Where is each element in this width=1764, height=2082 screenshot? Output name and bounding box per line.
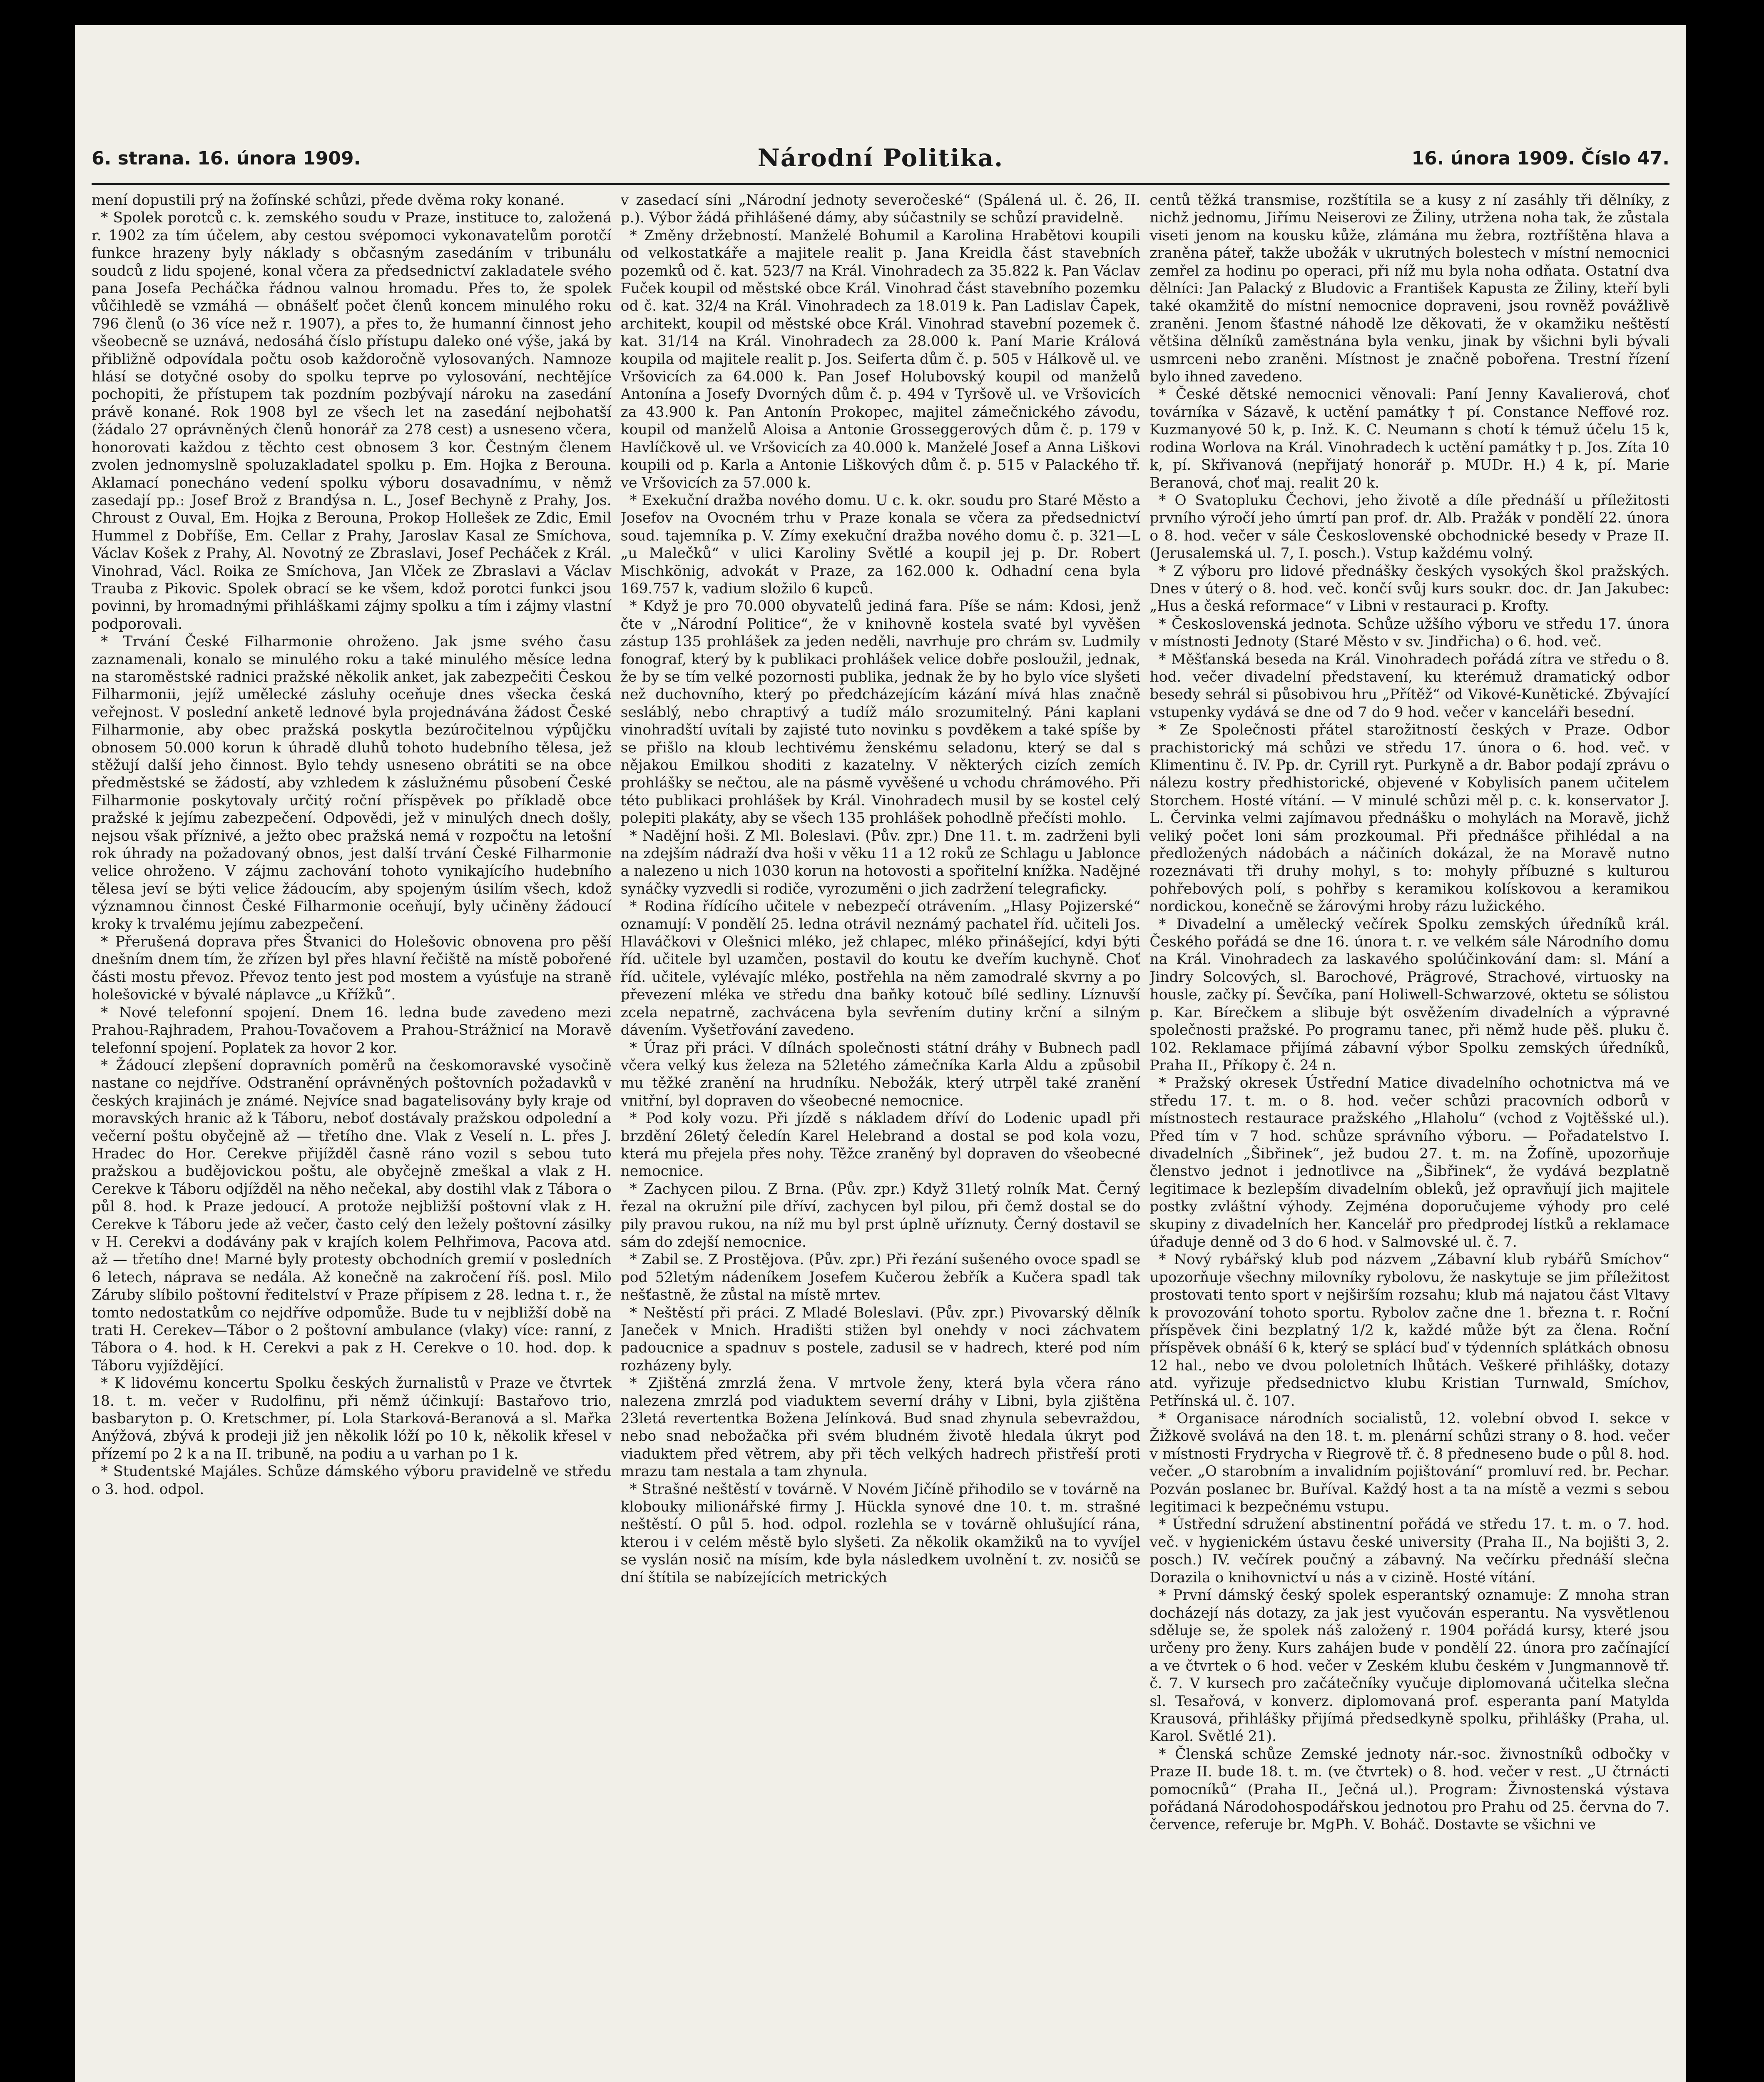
article-paragraph: * Spolek porotců c. k. zemského soudu v Praze, instituce to, založená r. 1902 za tím účelem, aby cestou svépomoci vykonavatelům porotčí funkce hrazeny byly náklady s občasným zasedáním v tribunálu soudců z lidu spojené, konal včera za předsednictví zakladatele svého pana Josefa Pecháčka řádnou valnou hromadu. Přes to, že spolek vůčihledě se vzmáhá — obnášelť počet členů koncem minulého roku 796 členů (o 36 více než r. 1907), a přes to, že humanní činnost jeho všeobecně se uznává, nedosáhá číslo přístupu daleko oné výše, jaká by přibližně odpovídala počtu osob každoročně vylosovaných. Namnoze hlásí se dotyčné osoby do spolku teprve po vylosování, nechtějíce pochopiti, že přístupem tak pozdním pozbývají nároku na zasedání právě konané. Rok 1908 byl ze všech let na zasedání nejbohatší (žádalo 27 oprávněných členů honorář za 278 cest) a usneseno včera, honorovati každou z těchto cest obnosem 3 kor. Čestným členem zvolen jednomyslně spoluzakladatel spolku p. Em. Hojka z Berouna. Aklamací ponecháno vedení spolku výboru dosavadnímu, v němž zasedají pp.: Josef Brož z Brandýsa n. L., Josef Bechyně z Prahy, Jos. Chroust z Ouval, Em. Hojka z Berouna, Prokop Hollešek ze Zdic, Emil Hummel z Dobříše, Em. Cellar z Prahy, Jaroslav Kasal ze Smíchova, Václav Košek z Prahy, Al. Novotný ze Zbraslavi, Josef Pecháček z Král. Vinohrad, Václ. Roika ze Smíchova, Jan Vlček ze Zbraslavi a Václav Trauba z Pikovic. Spolek obrací se ke všem, kdož porotci funkci jsou povinni, by hromadnými přihláškami zájmy spolku a tím i zájmy vlastní podporovali. bbox=[92, 209, 612, 633]
article-paragraph: * Zachycen pilou. Z Brna. (Pův. zpr.) Když 31letý rolník Mat. Černý řezal na okružní pile dříví, zachycen byl pilou, při čemž dostal se do pily pravou rukou, na níž mu byl prst úplně uříznuty. Černý dostavil se sám do zdejší nemocnice. bbox=[620, 1180, 1141, 1250]
article-paragraph: * Přerušená doprava přes Štvanici do Holešovic obnovena pro pěší dnešním dnem tím, že zřízen byl přes hlavní řečiště na místě pobořené části mostu převoz. Převoz tento jest pod mostem a vyúsťuje na straně holešovické v bývalé náplavce „u Křížků“. bbox=[92, 934, 612, 1004]
article-paragraph: * Studentské Majáles. Schůze dámského výboru pravidelně ve středu o 3. hod. odpol. bbox=[92, 1463, 612, 1498]
page-number-date: 6. strana. 16. února 1909. bbox=[92, 148, 361, 169]
article-paragraph: * K lidovému koncertu Spolku českých žurnalistů v Praze ve čtvrtek 18. t. m. večer v Rudolfinu, při němž účinkují: Bastařovo trio, basbaryton p. O. Kretschmer, pí. Lola Starková-Beranová a sl. Mařka Anýžová, zbývá k prodeji již jen několik lóží po 10 k, několik křesel v přízemí po 2 k a na II. tribuně, na podiu a u varhan po 1 k. bbox=[92, 1375, 612, 1462]
newspaper-page bbox=[75, 25, 1686, 2082]
article-paragraph: * Úraz při práci. V dílnách společnosti státní dráhy v Bubnech padl včera velký kus železa na 52letého zámečníka Karla Aldu a způsobil mu těžké zranění na hrudníku. Nebožák, který utrpěl také zranění vnitřní, byl dopraven do všeobecné nemocnice. bbox=[620, 1039, 1141, 1109]
column-2 bbox=[621, 192, 1141, 2082]
article-paragraph: * Nadějní hoši. Z Ml. Boleslavi. (Pův. zpr.) Dne 11. t. m. zadrženi byli na zdejším nádraží dva hoši v věku 11 a 12 roků ze Schlagu u Jablonce a nalezeno u nich 1030 korun na hotovosti a spořitelní knížka. Nadějné synáčky vyzvedli si rodiče, vyrozuměni o jich zadržení telegraficky. bbox=[620, 827, 1141, 897]
article-paragraph: * Ústřední sdružení abstinentní pořádá ve středu 17. t. m. o 7. hod. več. v hygienickém ústavu české university (Praha II., Na bojišti 3, 2. posch.) IV. večírek poučný a zábavný. Na večírku přednáší slečna Dorazila o knihovnictví u nás a v cizině. Hosté vítání. bbox=[1149, 1516, 1670, 1586]
article-paragraph: * Exekuční dražba nového domu. U c. k. okr. soudu pro Staré Město a Josefov na Ovocném trhu v Praze konala se včera za předsednictví soud. tajemníka p. V. Zímy exekuční dražba nového domu č. p. 321—L „u Malečků“ v ulici Karoliny Světlé a koupil jej p. Dr. Robert Mischkönig, advokát v Praze, za 162.000 k. Odhadní cena byla 169.757 k, vadium složilo 6 kupců. bbox=[620, 492, 1141, 597]
article-paragraph: * O Svatopluku Čechovi, jeho životě a díle přednáší u příležitosti prvního výročí jeho úmrtí pan prof. dr. Alb. Pražák v pondělí 22. února o 8. hod. večer v sále Československé obchodnické besedy v Praze II. (Jerusalemská ul. 7, I. posch.). Vstup každému volný. bbox=[1149, 492, 1670, 562]
article-paragraph: * Československá jednota. Schůze užšího výboru ve středu 17. února v místnosti Jednoty (Staré Město v sv. Jindřicha) o 6. hod. več. bbox=[1149, 615, 1670, 650]
article-paragraph: * Rodina řídícího učitele v nebezpečí otrávením. „Hlasy Pojizerské“ oznamují: V pondělí 25. ledna otrávil neznámý pachatel říd. učiteli Jos. Hlaváčkovi v Olešnici mléko, jež chlapec, mléko přinášející, kdyi býti říd. učitele byl uzamčen, postavil do koutu ke dveřím kuchyně. Choť říd. učitele, vylévajíc mléko, postřehla na něm zamodralé skvrny a po převezení mléka ve středu dna baňky kotouč bílé sedliny. Líznuvší zcela nepatrně, zachvácena byla sevřením dutiny krční a silným dávením. Vyšetřování zavedeno. bbox=[620, 898, 1141, 1039]
article-paragraph: * Zjištěná zmrzlá žena. V mrtvole ženy, která byla včera ráno nalezena zmrzlá pod viaduktem severní dráhy v Libni, byla zjištěna 23letá revertentka Božena Jelínková. Bud snad zhynula sebevraždou, nebo snad nebožačka při svém bludném životě hledala úkryt pod viaduktem před větrem, aby při těch velkých hadrech přistřeší proti mrazu tam nestala a tam zhynula. bbox=[620, 1375, 1141, 1480]
article-paragraph: * Měšťanská beseda na Král. Vinohradech pořádá zítra ve středu o 8. hod. večer divadelní představení, ku kterémuž dramatický odbor besedy sehrál si působivou hru „Přítěž“ od Vikové-Kunětické. Zbývající vstupenky vydává se dne od 7 do 9 hod. večer v kanceláři besední. bbox=[1149, 651, 1670, 721]
column-1 bbox=[92, 192, 612, 2082]
column-3 bbox=[1149, 192, 1669, 2082]
article-paragraph: v zasedací síni „Národní jednoty severočeské“ (Spálená ul. č. 26, II. p.). Výbor žádá přihlášené dámy, aby súčastnily se schůzí pravidelně. bbox=[620, 192, 1141, 227]
article-columns bbox=[92, 192, 1669, 2082]
issue-date-number: 16. února 1909. Číslo 47. bbox=[1411, 148, 1669, 169]
article-paragraph: mení dopustili prý na žofínské schůzi, přede dvěma roky konané. bbox=[92, 192, 565, 209]
masthead-title: Národní Politika. bbox=[757, 144, 1004, 172]
article-paragraph: * Neštěstí při práci. Z Mladé Boleslavi. (Pův. zpr.) Pivovarský dělník Janeček v Mnich. Hradišti stižen byl onehdy v noci záchvatem padoucnice a spadnuv s postele, zadusil se v hadrech, které pod ním rozházeny byly. bbox=[620, 1304, 1141, 1374]
article-paragraph: * Organisace národních socialistů, 12. volební obvod I. sekce v Žižkově svolává na den 18. t. m. plenární schůzi strany o 8. hod. večer v místnosti Frydrycha v Riegrově tř. č. 8 předneseno bude o půl 8. hod. večer. „O starobním a invalidním pojištování“ promluví red. br. Pechar. Pozván poslanec br. Buříval. Každý host a ta na místě a vezmi s sebou legitimaci k bezpečnému vstupu. bbox=[1149, 1410, 1670, 1516]
article-paragraph: * Nové telefonní spojení. Dnem 16. ledna bude zavedeno mezi Prahou-Rajhradem, Prahou-Tovačovem a Prahou-Strážnicí na Moravě telefonní spojení. Poplatek za hovor 2 kor. bbox=[92, 1004, 612, 1056]
article-paragraph: centů těžká transmise, rozštítila se a kusy z ní zasáhly tři dělníky, z nichž jednomu, Jiřímu Neiserovi ze Žiliny, utržena noha tak, že zůstala viseti jenom na kousku kůže, zlámána mu žebra, roztříštěna hlava a zraněna páteř, takže ubožák v ukrutných bolestech v místní nemocnici zemřel za hodinu po operaci, při níž mu byla noha odňata. Ostatní dva dělníci: Jan Palacký z Bludovic a František Kapusta ze Žiliny, kteří byli také okamžitě do místní nemocnice dopraveni, jsou rovněž povážlivě zraněni. Jenom šťastné náhodě lze děkovati, že v okamžiku neštěstí většina dělníků zaměstnána byla venku, jinak by všichni byli bývali usmrceni nebo zraněni. Místnost je značně pobořena. Trestní řízení bylo ihned zavedeno. bbox=[1149, 192, 1670, 386]
article-paragraph: * Ze Společnosti přátel starožitností českých v Praze. Odbor prachistorický má schůzi ve středu 17. února o 6. hod. več. v Klimentinu č. IV. Pp. dr. Cyrill ryt. Purkyně a dr. Babor podají zprávu o nálezu kostry předhistorické, objevené v Kobylisích panem učitelem Storchem. Hosté vítání. — V minulé schůzi měl p. c. k. konservator J. L. Červinka velmi zajímavou přednášku o mohylách na Moravě, jichž veliký počet loni sám prozkoumal. Při přednášce přihlédal a na předložených nádobách a náčiních dokázal, že na Moravě nutno rozeznávati tři druhy mohyl, s to: mohyly příbuzné s kulturou pohřebových polí, s pohřby s keramikou kolískovou a keramikou nordickou, konečně se žárovými hroby rázu lužického. bbox=[1149, 722, 1670, 915]
article-paragraph: * Změny držebností. Manželé Bohumil a Karolina Hrabětovi koupili od velkostatkáře a majitele realit p. Jana Kreidla část stavebních pozemků od č. kat. 523/7 na Král. Vinohradech za 35.822 k. Pan Václav Fuček koupil od městské obce Král. Vinohrad část stavebního pozemku od č. kat. 32/4 na Král. Vinohradech za 18.019 k. Pan Ladislav Čapek, architekt, koupil od městské obce Král. Vinohrad stavební pozemek č. kat. 31/14 na Král. Vinohradech za 28.000 k. Paní Marie Králová koupila od majitele realit p. Jos. Seiferta dům č. p. 505 v Hálkově ul. ve Vršovicích za 64.000 k. Pan Josef Holubovský koupil od manželů Antonína a Josefy Dvorných dům č. p. 494 v Tyršově ul. ve Vršovicích za 43.900 k. Pan Antonín Prokopec, majitel zámečnického závodu, koupil od manželů Aloisa a Antonie Grosseggerových dům č. p. 179 v Havlíčkově ul. ve Vršovicích za 40.000 k. Manželé Josef a Anna Liškovi koupili od p. Karla a Antonie Liškových dům č. p. 515 v Palackého tř. ve Vršovicích za 57.000 k. bbox=[620, 227, 1141, 491]
article-paragraph: * Členská schůze Zemské jednoty nár.-soc. živnostníků odbočky v Praze II. bude 18. t. m. (ve čtvrtek) o 8. hod. večer v rest. „U čtrnácti pomocníků“ (Praha II., Ječná ul.). Program: Živnostenská výstava pořádaná Národohospodářskou jednotou pro Prahu od 25. června do 7. července, referuje br. MgPh. V. Boháč. Dostavte se všichni ve bbox=[1149, 1746, 1670, 1833]
article-paragraph: * Žádoucí zlepšení dopravních poměrů na českomoravské vysočině nastane co nejdříve. Odstranění oprávněných poštovních požadavků v českých krajinách je známé. Nejvíce snad bagatelisovány byly kraje od moravských hranic až k Táboru, neboť dostávaly pražskou odpolední a večerní poštu obyčejně až — třetího dne. Vlak z Veselí n. L. přes J. Hradec do Hor. Cerekve přijížděl časně ráno vozil s sebou tuto pražskou a budějovickou poštu, ale obyčejně zmeškal a vlak z H. Cerekve k Táboru odjížděl na něho nečekal, aby dostihl vlak z Tábora o půl 8. hod. k Praze jedoucí. A protože nejbližší poštovní vlak z H. Cerekve k Táboru jede až večer, často celý den ležely poštovní zásilky v H. Cerekvi a dodávány pak v krajích kolem Pelhřimova, Pacova atd. až — třetího dne! Marné byly protesty obchodních gremií v posledních 6 letech, náprava se nedála. Až konečně na zakročení říš. posl. Milo Záruby slíbilo poštovní ředitelství v Praze přípisem z 28. ledna t. r., že tomto nedostatkům co nejdříve odpomůže. Bude tu v nejbližší době na trati H. Cerekev—Tábor o 2 poštovní ambulance (vlaky) více: ranní, z Tábora o 4. hod. k H. Cerekvi a pak z H. Cerekve o 10. hod. dop. k Táboru vyjíždějící. bbox=[92, 1057, 612, 1374]
article-paragraph: * Strašné neštěstí v továrně. V Novém Jičíně přihodilo se v továrně na klobouky milionářské firmy J. Hückla synové dne 10. t. m. strašné neštěstí. O půl 5. hod. odpol. rozlehla se v továrně ohlušující rána, kterou i v celém městě bylo slyšeti. Za několik okamžiků na to vyvíjel se vyslán nosič na mísím, kde byla následkem uvolnění t. zv. nosičů se dní štítila se nabízejících metrických bbox=[620, 1481, 1141, 1586]
page-header bbox=[92, 144, 1669, 185]
article-paragraph: * Trvání České Filharmonie ohroženo. Jak jsme svého času zaznamenali, konalo se minulého roku a také minulého měsíce ledna na staroměstské radnici pražské několik anket, jak zabezpečiti Českou Filharmonii, jejíž umělecké zásluhy oceňuje dnes všecka česká veřejnost. V poslední anketě lednové byla projednávána žádost České Filharmonie, aby obec pražská poskytla bezúročitelnou výpůjčku obnosem 50.000 korun k úhradě dluhů tohoto hudebního tělesa, jež stěžují další jeho činnost. Bylo tehdy usneseno obrátiti se na obce předměstské se žádostí, aby vzhledem k záslužnému působení České Filharmonie poskytovaly určitý roční příspěvek po příkladě obce pražské k jejímu zabezpečení. Odpovědi, jež v minulých dnech došly, nejsou však příznivé, a ježto obec pražská nemá v rozpočtu na letošní rok úhrady na požadovaný obnos, jest další trvání České Filharmonie velice ohroženo. V zájmu zachování tohoto vynikajícího hudebního tělesa jeví se býti velice žádoucím, aby spojeným úsilím všech, kdož významnou činnost České Filharmonie oceňují, byly učiněny žádoucí kroky k trvalému jejímu zabezpečení. bbox=[92, 633, 612, 933]
article-paragraph: * Pražský okresek Ústřední Matice divadelního ochotnictva má ve středu 17. t. m. o 8. hod. večer schůzi pracovních odborů v místnostech restaurace pražského „Hlaholu“ (vchod z Vojtěšské ul.). Před tím v 7 hod. schůze správního výboru. — Pořadatelstvo I. divadelních „Šibřinek“, jež budou 27. t. m. na Žofíně, upozorňuje členstvo jednot i jednotlivce na „Šibřinek“, že vydává bezplatně legitimace k bezlepším divadelním obleků, jež opravňují jich majitele postky zvláštní výhody. Zejména doporučujeme výhody pro celé skupiny z divadelních her. Kancelář pro předprodej lístků a reklamace úřaduje denně od 3 do 6 hod. v Salmovské ul. č. 7. bbox=[1149, 1075, 1670, 1250]
article-paragraph: * První dámský český spolek esperantský oznamuje: Z mnoha stran docházejí nás dotazy, za jak jest vyučován esperantu. Na vysvětlenou sděluje se, že spolek náš založený r. 1904 pořádá kursy, které jsou určeny pro ženy. Kurs zahájen bude v pondělí 22. února pro začínající a ve čtvrtek o 6 hod. večer v Zeském klubu českém v Jungmannově tř. č. 7. V kursech pro začátečníky vyučuje diplomovaná učitelka slečna sl. Tesařová, v konverz. diplomovaná prof. esperanta paní Matylda Krausová, přihlášky přijímá předsedkyně spolku, přihlášky (Praha, ul. Karol. Světlé 21). bbox=[1149, 1587, 1670, 1745]
article-paragraph: * Pod koly vozu. Při jízdě s nákladem dříví do Lodenic upadl při brzdění 26letý čeledín Karel Helebrand a dostal se pod kola vozu, která mu přejela přes nohy. Těžce zraněný byl dopraven do všeobecné nemocnice. bbox=[620, 1110, 1141, 1180]
article-paragraph: * Nový rybářský klub pod názvem „Zábavní klub rybářů Smíchov“ upozorňuje všechny milovníky rybolovu, že naskytuje se jim příležitost prostovati tento sport v nejširším rozsahu; klub má najatou část Vltavy k provozování tohoto sportu. Rybolov začne dne 1. března t. r. Roční příspěvek čini bezplatný 1/2 k, každé může být za člena. Roční příspěvek obnáší 6 k, který se splácí buď v týdenních splátkách obnosu 12 hal., nebo ve dvou pololetních lhůtách. Veškeré přihlášky, dotazy atd. vyřizuje předsednictvo klubu Kristian Turnwald, Smíchov, Petřínská ul. č. 107. bbox=[1149, 1251, 1670, 1410]
article-paragraph: * České dětské nemocnici věnovali: Paní Jenny Kavalierová, choť továrníka v Sázavě, k uctění památky † pí. Constance Neffové roz. Kuzmanyové 50 k, p. Inž. K. C. Neumann s chotí k témuž účelu 15 k, rodina Worlova na Král. Vinohradech k uctění památky † p. Jos. Zíta 10 k, pí. Skřivanová (nepřijatý honorář p. MUDr. H.) 4 k, pí. Marie Beranová, choť maj. realit 20 k. bbox=[1149, 386, 1670, 491]
article-paragraph: * Když je pro 70.000 obyvatelů jediná fara. Píše se nám: Kdosi, jenž čte v „Národní Politice“, že v knihovně kostela svaté byl vyvěšen zástup 135 prohlášek za jeden neděli, navrhuje pro chrám sv. Ludmily fonograf, který by k publikaci prohlášek velice dobře posloužil, jednak, že by se tím velké pozornosti publika, jednak že by ho bylo více slyšeti než duchovního, který po předcházejícím kázání mívá hlas značně sesláblý, nebo chraptivý a tudíž málo srozumitelný. Páni kaplani vinohradští uvítali by zajisté tuto novinku s povděkem a také spíše by se přišlo na kloub lechtivému ženskému seladonu, který se dal s nějakou Emilkou shoditi z kazatelny. V některých cizích zemích prohlášky se nečtou, ale na pásmě vyvěšené u vchodu chrámového. Při této publikaci prohlášek by Král. Vinohradech musil by se kostel celý polepiti plakáty, aby se všech 135 prohlášek pohodlně přečísti mohlo. bbox=[620, 598, 1141, 827]
article-paragraph: * Zabil se. Z Prostějova. (Pův. zpr.) Při řezání sušeného ovoce spadl se pod 52letým nádeníkem Josefem Kučerou žebřík a Kučera spadl tak nešťastně, že zůstal na místě mrtev. bbox=[620, 1251, 1141, 1304]
article-paragraph: * Z výboru pro lidové přednášky českých vysokých škol pražských. Dnes v úterý o 8. hod. več. končí svůj kurs soukr. doc. dr. Jan Jakubec: „Hus a česká reformace“ v Libni v restauraci p. Krofty. bbox=[1149, 563, 1670, 615]
article-paragraph: * Divadelní a umělecký večírek Spolku zemských úředníků král. Českého pořádá se dne 16. února t. r. ve velkém sále Národního domu na Král. Vinohradech za laskavého spolúčinkování dam: sl. Mání a Jindry Solcových, sl. Barochové, Prägrové, Strachové, virtuosky na housle, začky pí. Ševčíka, paní Holiwell-Schwarzové, oktetu se sólistou p. Kar. Bírečkem a slibuje být osvěžením divadelních a výpravné společnosti pražské. Po programu tanec, při němž hude pěš. pluku č. 102. Reklamace přijímá zábavní výbor Spolku zemských úředníků, Praha II., Příkopy č. 24 n. bbox=[1149, 916, 1670, 1074]
